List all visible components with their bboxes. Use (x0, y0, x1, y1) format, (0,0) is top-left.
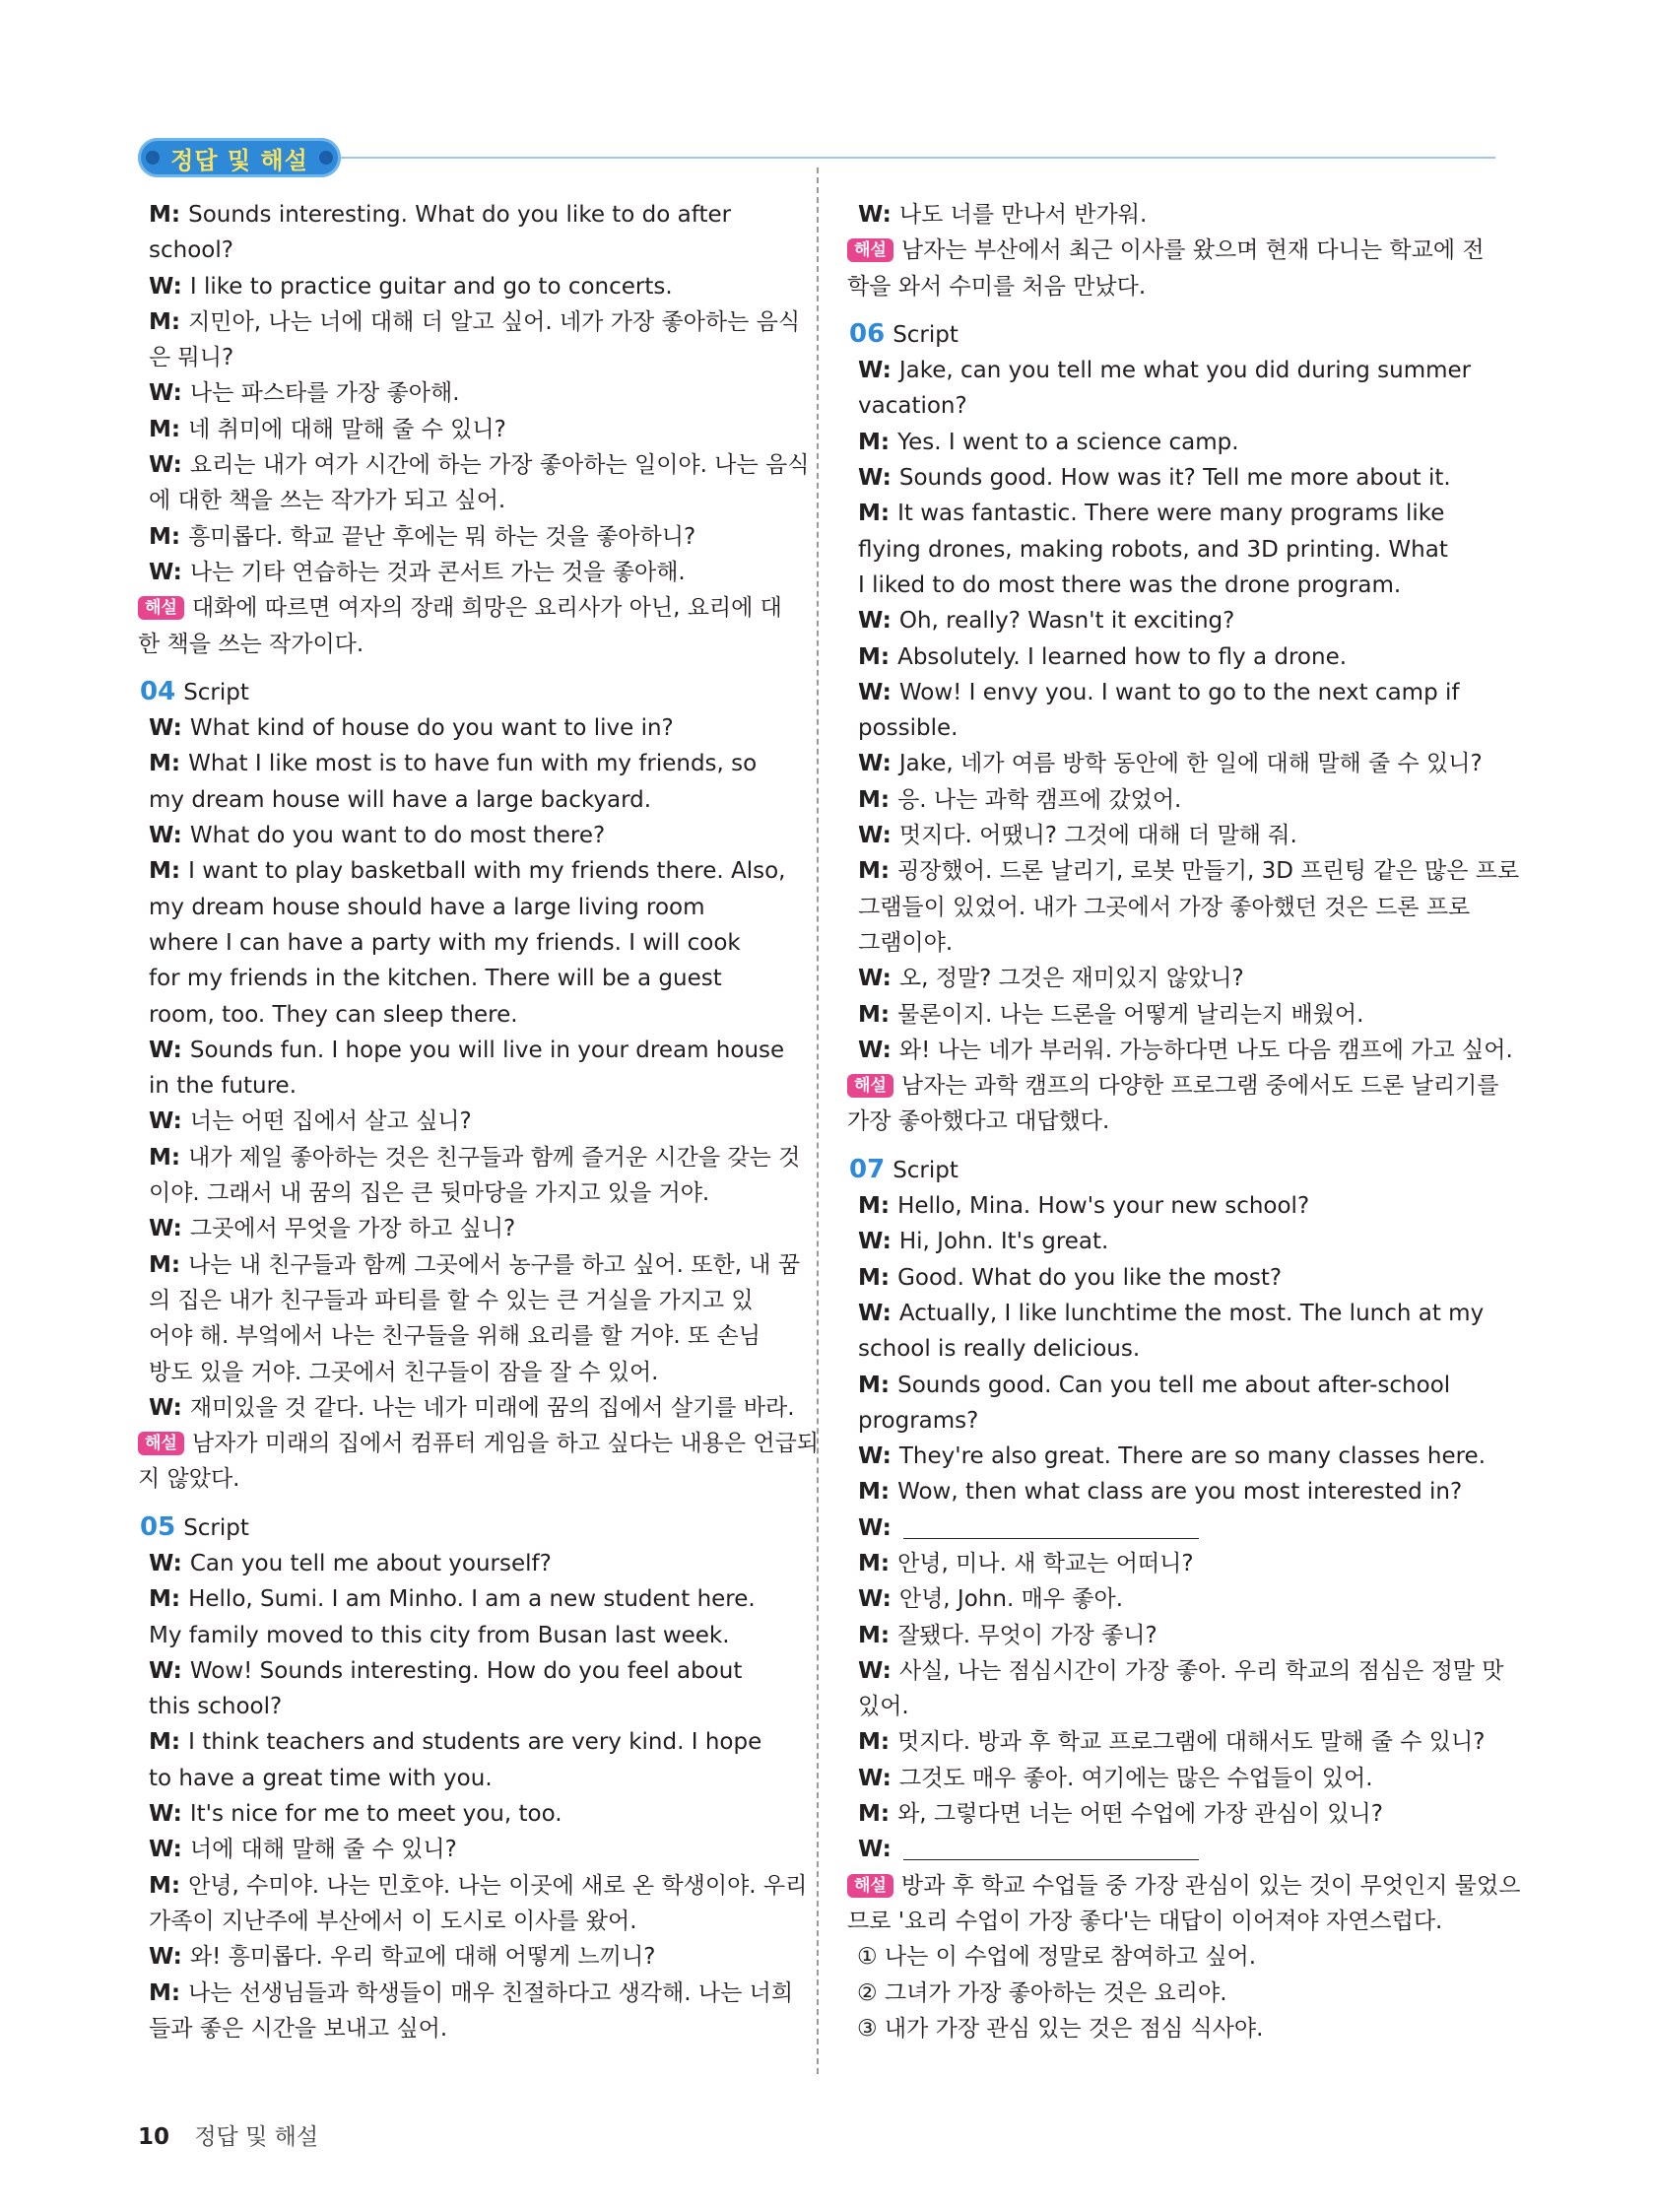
speaker-label: W: (858, 966, 899, 992)
dialogue-text: What I like most is to have fun with my friends, so (188, 751, 758, 777)
explanation-text: 한 책을 쓰는 작가이다. (138, 631, 364, 657)
dialogue-text: 오, 정말? 그것은 재미있지 않았니? (898, 966, 1244, 992)
explanation-line (138, 627, 788, 662)
speaker-label: M: (149, 523, 189, 550)
dialogue-text: 안녕, 수미야. 나는 민호야. 나는 이곳에 새로 온 학생이야. 우리 (188, 1872, 808, 1899)
explanation-line (138, 590, 788, 626)
explanation-text: 남자가 미래의 집에서 컴퓨터 게임을 하고 싶다는 내용은 언급되 (191, 1431, 820, 1457)
explanation-text: 남자는 부산에서 최근 이사를 왔으며 현재 다니는 학교에 전 (900, 237, 1485, 264)
speaker-label: W: (149, 1801, 190, 1828)
dialogue-line (138, 1581, 788, 1617)
dialogue-line (847, 1033, 1513, 1068)
speaker-label: M: (149, 202, 189, 228)
dialogue-line (847, 1689, 1497, 1724)
dialogue-line (138, 853, 788, 889)
speaker-label: M: (149, 1586, 189, 1613)
dialogue-line (138, 1939, 788, 1975)
answer-blank (903, 1516, 1199, 1539)
dialogue-text: in the future. (149, 1073, 298, 1100)
dialogue-text: Sounds interesting. What do you like to do after (188, 202, 732, 228)
explanation-badge: 해설 (847, 1074, 893, 1098)
speaker-label: M: (149, 308, 189, 335)
dialogue-text: 그램들이 있었어. 내가 그곳에서 가장 좋아했던 것은 드론 프로 (858, 894, 1471, 920)
dialogue-line (847, 460, 1497, 496)
explanation-line (138, 1426, 820, 1461)
explanation-line (847, 1868, 1521, 1904)
dialogue-text: Actually, I like lunchtime the most. The lunch at my (898, 1300, 1485, 1326)
dialogue-line (847, 1188, 1497, 1224)
dialogue-line (138, 818, 788, 853)
speaker-label: M: (858, 1622, 898, 1648)
dialogue-text: 나는 내 친구들과 함께 그곳에서 농구를 하고 싶어. 또한, 내 꿈 (188, 1251, 801, 1278)
dialogue-text: 그곳에서 무엇을 가장 하고 싶니? (189, 1216, 516, 1242)
dialogue-line (847, 1724, 1497, 1760)
speaker-label: W: (149, 559, 190, 585)
dialogue-line (138, 1283, 788, 1318)
speaker-label: M: (149, 1144, 189, 1171)
dialogue-line (138, 997, 788, 1033)
dialogue-text: 있어. (858, 1694, 909, 1720)
explanation-line (847, 1104, 1497, 1139)
explanation-line (847, 269, 1497, 304)
badge-dot-left (146, 151, 160, 165)
speaker-label: M: (149, 858, 189, 885)
dialogue-text: 어야 해. 부엌에서 나는 친구들을 위해 요리를 할 거야. 또 손님 (149, 1323, 760, 1350)
dialogue-text: Absolutely. I learned how to fly a drone. (897, 643, 1348, 670)
dialogue-text: 이야. 그래서 내 꿈의 집은 큰 뒷마당을 가지고 있을 거야. (149, 1180, 710, 1207)
dialogue-text: 나는 파스타를 가장 좋아해. (189, 380, 460, 407)
explanation-line (138, 1461, 788, 1497)
dialogue-text: Yes. I went to a science camp. (897, 429, 1239, 455)
explanation-badge: 해설 (138, 596, 184, 620)
dialogue-line (138, 1904, 788, 1939)
dialogue-text: 멋지다. 방과 후 학교 프로그램에 대해서도 말해 줄 수 있니? (897, 1729, 1486, 1756)
dialogue-line (847, 746, 1497, 781)
speaker-label: W: (858, 751, 899, 777)
dialogue-line (847, 388, 1497, 424)
explanation-text: 학을 와서 수미를 처음 만났다. (847, 273, 1147, 300)
speaker-label: M: (858, 1001, 898, 1028)
explanation-badge: 해설 (138, 1432, 184, 1455)
dialogue-line (847, 1546, 1497, 1581)
explanation-text: 남자는 과학 캠프의 다양한 프로그램 중에서도 드론 날리기를 (900, 1073, 1499, 1100)
dialogue-text: 안녕, John. 매우 좋아. (898, 1586, 1124, 1613)
dialogue-line (138, 1211, 788, 1246)
dialogue-line (138, 710, 788, 746)
dialogue-text: 와, 그렇다면 너는 어떤 수업에 가장 관심이 있니? (897, 1801, 1383, 1828)
section-heading (138, 1509, 788, 1546)
dialogue-line (138, 519, 788, 555)
answer-option: ② 그녀가 가장 좋아하는 것은 요리야. (857, 1979, 1227, 2006)
speaker-label: W: (858, 1514, 892, 1541)
speaker-label: M: (858, 1264, 898, 1291)
dialogue-text: where I can have a party with my friends. I will cook (149, 929, 741, 956)
header-title: 정답 및 해설 (170, 146, 308, 174)
dialogue-line (847, 197, 1497, 233)
dialogue-line (138, 1355, 788, 1390)
dialogue-text: 에 대한 책을 쓰는 작가가 되고 싶어. (149, 488, 506, 514)
dialogue-text: flying drones, making robots, and 3D printing. What (858, 536, 1448, 563)
speaker-label: W: (149, 452, 190, 479)
speaker-label: W: (858, 358, 899, 384)
dialogue-text: 지민아, 나는 너에 대해 더 알고 싶어. 네가 가장 좋아하는 음식 (188, 308, 801, 335)
speaker-label: W: (858, 823, 899, 849)
dialogue-text: Sounds fun. I hope you will live in your dream house (189, 1037, 785, 1063)
dialogue-line (138, 1689, 788, 1724)
dialogue-line (847, 675, 1497, 710)
dialogue-text: school? (149, 237, 233, 264)
dialogue-line (847, 1653, 1504, 1689)
section-number: 07 (849, 1154, 886, 1184)
dialogue-text: Wow, then what class are you most interested in? (897, 1479, 1463, 1506)
section-title: Script (893, 1157, 959, 1183)
dialogue-line (138, 269, 788, 304)
speaker-label: W: (858, 1837, 892, 1863)
dialogue-line (138, 1868, 808, 1904)
dialogue-line (138, 1104, 788, 1139)
dialogue-text: I want to play basketball with my friends there. Also, (188, 858, 786, 885)
left-column (138, 197, 820, 2046)
dialogue-text: It's nice for me to meet you, too. (189, 1801, 562, 1828)
page-footer (138, 2118, 318, 2151)
speaker-label: M: (858, 1372, 898, 1398)
dialogue-line (138, 1175, 788, 1211)
dialogue-text: 너에 대해 말해 줄 수 있니? (189, 1837, 457, 1863)
dialogue-line (847, 997, 1497, 1033)
explanation-line (847, 1904, 1497, 1939)
explanation-text: 므로 '요리 수업이 가장 좋다'는 대답이 이어져야 자연스럽다. (847, 1908, 1443, 1934)
dialogue-line (847, 1474, 1497, 1509)
speaker-label: W: (858, 679, 899, 705)
dialogue-line (847, 1510, 1497, 1546)
dialogue-line (847, 1368, 1497, 1403)
dialogue-text: Jake, can you tell me what you did during summer (898, 358, 1472, 384)
dialogue-text: Wow! I envy you. I want to go to the next camp if (898, 679, 1460, 705)
dialogue-text: to have a great time with you. (149, 1765, 493, 1791)
dialogue-text: 흥미롭다. 학교 끝난 후에는 뭐 하는 것을 좋아하니? (188, 523, 696, 550)
dialogue-text: It was fantastic. There were many programs like (897, 501, 1445, 527)
dialogue-line (847, 1403, 1497, 1439)
dialogue-line (138, 483, 788, 518)
dialogue-text: 네 취미에 대해 말해 줄 수 있니? (188, 416, 506, 442)
dialogue-text: What kind of house do you want to live in? (189, 715, 674, 742)
answer-blank (903, 1838, 1199, 1860)
speaker-label: W: (858, 1586, 899, 1613)
dialogue-text: my dream house should have a large living room (149, 894, 705, 920)
speaker-label: M: (858, 501, 898, 527)
dialogue-line (847, 496, 1497, 531)
dialogue-line (847, 1832, 1497, 1867)
dialogue-line (138, 1761, 788, 1796)
dialogue-text: 의 집은 내가 친구들과 파티를 할 수 있는 큰 거실을 가지고 있 (149, 1287, 754, 1313)
dialogue-text: 그것도 매우 좋아. 여기에는 많은 수업들이 있어. (898, 1765, 1373, 1791)
dialogue-line (138, 1390, 795, 1426)
dialogue-text: Sounds good. Can you tell me about after-school (897, 1372, 1451, 1398)
dialogue-text: Hello, Sumi. I am Minho. I am a new student here. (188, 1586, 756, 1613)
dialogue-line (847, 818, 1497, 853)
dialogue-text: I liked to do most there was the drone program. (858, 571, 1402, 598)
dialogue-line (138, 197, 788, 233)
dialogue-text: 와! 흥미롭다. 우리 학교에 대해 어떻게 느끼니? (189, 1944, 656, 1971)
dialogue-line (847, 961, 1497, 996)
dialogue-text: 안녕, 미나. 새 학교는 어떠니? (897, 1550, 1194, 1576)
dialogue-line (138, 1832, 788, 1867)
header-badge (138, 138, 341, 177)
speaker-label: W: (149, 1108, 190, 1135)
speaker-label: W: (858, 1229, 899, 1255)
answer-option: ① 나는 이 수업에 정말로 참여하고 싶어. (857, 1944, 1257, 1971)
dialogue-text: I think teachers and students are very kind. I hope (188, 1729, 762, 1756)
badge-dot-right (319, 151, 333, 165)
dialogue-text: Sounds good. How was it? Tell me more about it. (898, 465, 1451, 492)
right-column (847, 197, 1521, 2046)
speaker-label: W: (858, 465, 899, 492)
dialogue-text: I like to practice guitar and go to concerts. (189, 273, 673, 300)
speaker-label: W: (858, 1657, 899, 1684)
section-number: 05 (140, 1511, 176, 1542)
dialogue-line (847, 925, 1497, 961)
dialogue-text: 은 뭐니? (149, 345, 234, 371)
speaker-label: M: (858, 786, 898, 813)
dialogue-text: 잘됐다. 무엇이 가장 좋니? (897, 1622, 1157, 1648)
dialogue-text: 굉장했어. 드론 날리기, 로봇 만들기, 3D 프린팅 같은 많은 프로 (897, 858, 1520, 885)
speaker-label: M: (149, 416, 189, 442)
speaker-label: M: (149, 1729, 189, 1756)
dialogue-line (847, 639, 1497, 675)
dialogue-line (847, 1224, 1497, 1259)
dialogue-text: 물론이지. 나는 드론을 어떻게 날리는지 배웠어. (897, 1001, 1364, 1028)
explanation-line (847, 1068, 1497, 1104)
dialogue-line (847, 890, 1497, 925)
dialogue-line (138, 925, 788, 961)
dialogue-line (138, 340, 788, 375)
speaker-label: W: (149, 380, 190, 407)
speaker-label: W: (149, 1657, 190, 1684)
dialogue-line (138, 890, 788, 925)
speaker-label: W: (149, 273, 190, 300)
speaker-label: W: (149, 715, 190, 742)
speaker-label: M: (858, 1479, 898, 1506)
dialogue-line (138, 447, 810, 483)
speaker-label: W: (858, 1300, 899, 1326)
dialogue-line (138, 2011, 788, 2046)
section-heading (138, 674, 788, 710)
dialogue-text: my dream house will have a large backyard. (149, 786, 652, 813)
answer-option: ③ 내가 가장 관심 있는 것은 점심 식사야. (857, 2015, 1264, 2042)
dialogue-text: Can you tell me about yourself? (189, 1550, 552, 1576)
speaker-label: M: (858, 1193, 898, 1220)
dialogue-line (847, 1761, 1497, 1796)
section-title: Script (183, 679, 249, 705)
speaker-label: W: (858, 1443, 899, 1470)
dialogue-text: school is really delicious. (858, 1336, 1141, 1363)
speaker-label: W: (149, 1837, 190, 1863)
speaker-label: W: (149, 823, 190, 849)
dialogue-line (138, 412, 788, 447)
dialogue-line (847, 1260, 1497, 1296)
page-number: 10 (138, 2124, 170, 2150)
dialogue-text: My family moved to this city from Busan last week. (149, 1622, 730, 1648)
speaker-label: W: (149, 1550, 190, 1576)
dialogue-line (138, 304, 801, 340)
dialogue-line (847, 1439, 1497, 1474)
explanation-text: 지 않았다. (138, 1466, 240, 1493)
speaker-label: M: (858, 1550, 898, 1576)
explanation-text: 대화에 따르면 여자의 장래 희망은 요리사가 아닌, 요리에 대 (191, 595, 782, 622)
dialogue-text: possible. (858, 715, 959, 742)
speaker-label: W: (858, 202, 899, 228)
dialogue-line (138, 1796, 788, 1832)
dialogue-text: Jake, 네가 여름 방학 동안에 한 일에 대해 말해 줄 수 있니? (898, 751, 1483, 777)
speaker-label: W: (858, 1037, 899, 1063)
dialogue-text: 내가 제일 좋아하는 것은 친구들과 함께 즐거운 시간을 갖는 것 (188, 1144, 801, 1171)
speaker-label: M: (858, 1801, 898, 1828)
dialogue-text: this school? (149, 1694, 283, 1720)
speaker-label: W: (149, 1944, 190, 1971)
dialogue-text: 가족이 지난주에 부산에서 이 도시로 이사를 왔어. (149, 1908, 637, 1934)
speaker-label: M: (149, 1979, 189, 2006)
speaker-label: M: (149, 751, 189, 777)
dialogue-line (138, 782, 788, 818)
dialogue-text: programs? (858, 1407, 979, 1434)
dialogue-line (138, 1724, 788, 1760)
dialogue-text: Wow! Sounds interesting. How do you feel about (189, 1657, 743, 1684)
dialogue-line (847, 853, 1520, 889)
dialogue-line (138, 746, 788, 781)
dialogue-line (847, 603, 1497, 638)
dialogue-text: They're also great. There are so many classes here. (898, 1443, 1487, 1470)
footer-title: 정답 및 해설 (194, 2124, 319, 2150)
dialogue-line (847, 568, 1497, 603)
dialogue-text: 너는 어떤 집에서 살고 싶니? (189, 1108, 472, 1135)
section-number: 04 (140, 676, 176, 706)
dialogue-line (847, 710, 1497, 746)
dialogue-line (138, 1033, 788, 1068)
dialogue-text: for my friends in the kitchen. There will be a guest (149, 966, 722, 992)
dialogue-line (138, 1976, 794, 2011)
explanation-badge: 해설 (847, 1874, 893, 1898)
speaker-label: W: (149, 1216, 190, 1242)
speaker-label: M: (149, 1872, 189, 1899)
dialogue-line (138, 1546, 788, 1581)
dialogue-line (138, 1653, 788, 1689)
section-heading (847, 316, 1497, 353)
explanation-line (847, 233, 1497, 268)
dialogue-text: Hi, John. It's great. (898, 1229, 1109, 1255)
column-divider (817, 168, 819, 2074)
dialogue-line (847, 782, 1497, 818)
dialogue-text: 멋지다. 어땠니? 그것에 대해 더 말해 줘. (898, 823, 1297, 849)
dialogue-text: 나는 선생님들과 학생들이 매우 친절하다고 생각해. 나는 너희 (188, 1979, 794, 2006)
dialogue-line (847, 425, 1497, 460)
dialogue-text: 들과 좋은 시간을 보내고 싶어. (149, 2015, 448, 2042)
dialogue-text: 나도 너를 만나서 반가워. (898, 202, 1148, 228)
speaker-label: W: (858, 1765, 899, 1791)
dialogue-line (138, 961, 788, 996)
dialogue-line (138, 233, 788, 268)
dialogue-text: 요리는 내가 여가 시간에 하는 가장 좋아하는 일이야. 나는 음식 (189, 452, 810, 479)
explanation-badge: 해설 (847, 238, 893, 262)
dialogue-text: 그램이야. (858, 929, 954, 956)
dialogue-text: 재미있을 것 같다. 나는 네가 미래에 꿈의 집에서 살기를 바라. (189, 1394, 795, 1421)
dialogue-text: 사실, 나는 점심시간이 가장 좋아. 우리 학교의 점심은 정말 맛 (898, 1657, 1504, 1684)
dialogue-text: vacation? (858, 393, 967, 420)
section-title: Script (893, 321, 959, 348)
speaker-label: W: (149, 1394, 190, 1421)
dialogue-line (847, 353, 1497, 388)
dialogue-line (847, 1618, 1497, 1653)
dialogue-text: 방도 있을 거야. 그곳에서 친구들이 잠을 잘 수 있어. (149, 1359, 659, 1385)
speaker-label: W: (149, 1037, 190, 1063)
dialogue-line (138, 1068, 788, 1104)
section-title: Script (183, 1514, 249, 1541)
section-heading (847, 1152, 1497, 1188)
speaker-label: W: (858, 608, 899, 635)
section-number: 06 (849, 318, 886, 349)
dialogue-line (847, 1796, 1497, 1832)
dialogue-text: Hello, Mina. How's your new school? (897, 1193, 1310, 1220)
dialogue-line (138, 1247, 801, 1283)
dialogue-text: Good. What do you like the most? (897, 1264, 1283, 1291)
dialogue-line (138, 375, 788, 411)
dialogue-line (138, 1140, 801, 1175)
dialogue-text: room, too. They can sleep there. (149, 1001, 518, 1028)
explanation-text: 가장 좋아했다고 대답했다. (847, 1108, 1110, 1135)
speaker-label: M: (858, 858, 898, 885)
dialogue-line (138, 1618, 788, 1653)
explanation-text: 방과 후 학교 수업들 중 가장 관심이 있는 것이 무엇인지 물었으 (900, 1872, 1521, 1899)
dialogue-line (847, 1296, 1497, 1331)
dialogue-text: 나는 기타 연습하는 것과 콘서트 가는 것을 좋아해. (189, 559, 686, 585)
dialogue-line (847, 1331, 1497, 1367)
speaker-label: M: (858, 643, 898, 670)
speaker-label: M: (858, 1729, 898, 1756)
dialogue-line (138, 555, 788, 590)
dialogue-text: Oh, really? Wasn't it exciting? (898, 608, 1235, 635)
dialogue-text: 와! 나는 네가 부러워. 가능하다면 나도 다음 캠프에 가고 싶어. (898, 1037, 1513, 1063)
dialogue-line (138, 1318, 788, 1354)
header-rule (341, 157, 1495, 159)
dialogue-line (847, 532, 1497, 568)
speaker-label: M: (149, 1251, 189, 1278)
dialogue-text: 응. 나는 과학 캠프에 갔었어. (897, 786, 1182, 813)
speaker-label: M: (858, 429, 898, 455)
dialogue-line (847, 1581, 1497, 1617)
dialogue-text: What do you want to do most there? (189, 823, 606, 849)
